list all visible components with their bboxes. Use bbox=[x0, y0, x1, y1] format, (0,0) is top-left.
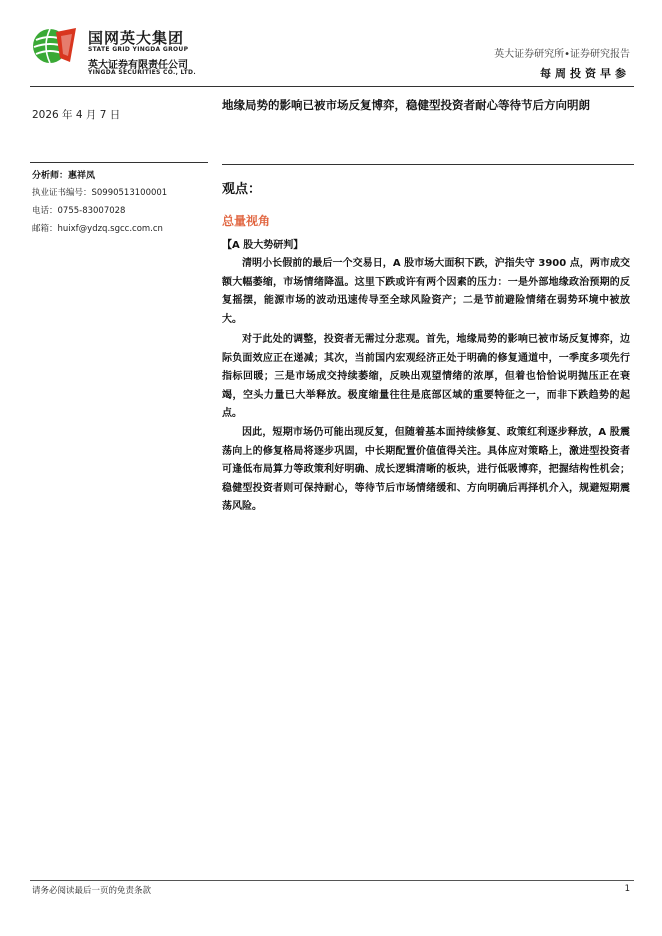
footer-divider bbox=[30, 880, 634, 881]
report-type: 每周投资早参 bbox=[540, 67, 630, 80]
analyst-cert: 执业证书编号：S0990513100001 bbox=[32, 188, 168, 198]
analyst-name: 分析师：惠祥凤 bbox=[32, 171, 96, 181]
disclaimer-note: 请务必阅读最后一页的免责条款 bbox=[32, 886, 152, 896]
page-number: 1 bbox=[624, 884, 630, 894]
brand-name-en: STATE GRID YINGDA GROUP bbox=[88, 46, 189, 53]
section-title: 总量视角 bbox=[222, 214, 271, 228]
company-name-cn: 英大证券有限责任公司 bbox=[88, 60, 188, 71]
institute-label: 英大证券研究所•证券研究报告 bbox=[494, 49, 630, 60]
header-divider bbox=[30, 86, 634, 87]
analyst-email: 邮箱：huixf@ydzq.sgcc.com.cn bbox=[32, 224, 163, 234]
left-divider bbox=[30, 162, 208, 163]
main-divider bbox=[222, 164, 634, 165]
company-name-en: YINGDA SECURITIES CO., LTD. bbox=[88, 69, 196, 76]
viewpoint-title: 观点： bbox=[222, 182, 262, 197]
paragraph-1: 清明小长假前的最后一个交易日，A 股市场大面积下跌，沪指失守 3900 点，两市成交额大幅萎缩，市场情绪降温。这里下跌或许有两个因素的压力：一是外部地缘政治预期的反复摇摆，能源市场的波动迅速传导至全球风险资产；二是节前避险情绪在弱势环境中被放大。 bbox=[222, 258, 630, 325]
report-date: 2026 年 4 月 7 日 bbox=[32, 109, 121, 121]
paragraph-2: 对于此处的调整，投资者无需过分悲观。首先，地缘局势的影响已被市场反复博弈，边际负面效应正在递减；其次，当前国内宏观经济正处于明确的修复通道中，一季度多项先行指标回暖；三是市场成交持续萎缩，反映出观望情绪的浓厚，但着也恰恰说明抛压正在衰竭，空头力量已大举释放。极度缩量往往是底部区域的重要特征之一，而非下跌趋势的起点。 bbox=[222, 334, 630, 419]
paragraph-3: 因此，短期市场仍可能出现反复，但随着基本面持续修复、政策红利逐步释放，A 股震荡向上的修复格局将逐步巩固，中长期配置价值值得关注。具体应对策略上，激进型投资者可逢低布局算力等政策利好明确、成长逻辑清晰的板块，进行低吸博弈，把握结构性机会；稳健型投资者则可保持耐心，等待节后市场情绪缓和、方向明确后再择机介入，规避短期震荡风险。 bbox=[222, 427, 630, 512]
analyst-phone: 电话：0755-83007028 bbox=[32, 206, 126, 216]
subsection-title: 【A 股大势研判】 bbox=[222, 240, 304, 251]
brand-name-cn: 国网英大集团 bbox=[88, 29, 185, 47]
globe-logo-icon bbox=[30, 26, 80, 66]
headline: 地缘局势的影响已被市场反复博弈，稳健型投资者耐心等待节后方向明朗 bbox=[222, 98, 590, 112]
